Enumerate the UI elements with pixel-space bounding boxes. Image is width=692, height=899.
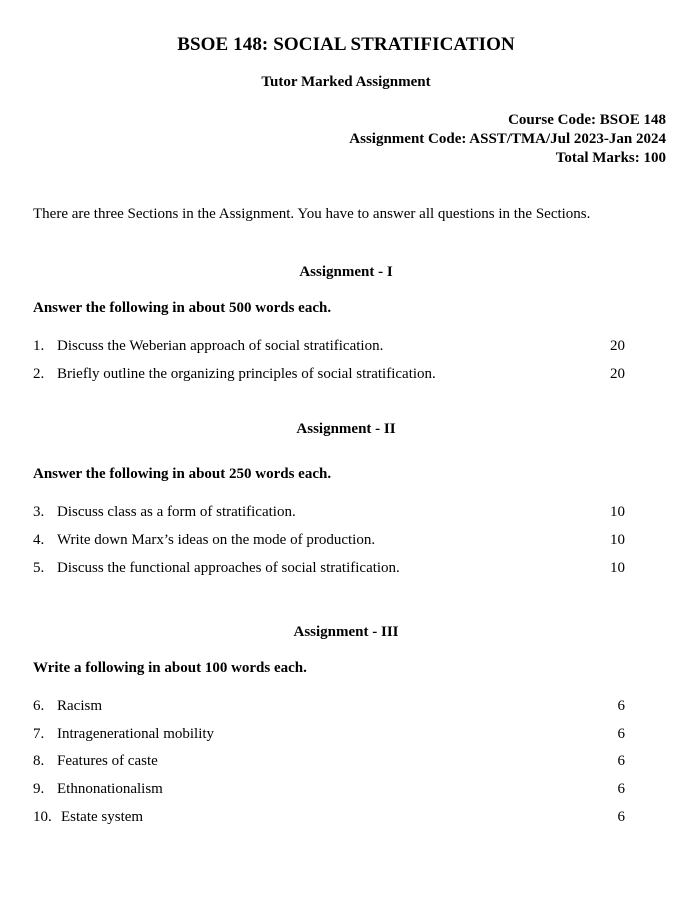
question-row [33,698,633,718]
question-row [33,809,633,829]
total-marks: Total Marks: 100 [555,150,666,166]
question-marks: 10 [610,532,625,548]
question-marks: 10 [610,504,625,520]
page-subtitle: Tutor Marked Assignment [261,74,431,90]
section-instruction: Answer the following in about 500 words each. [33,300,332,316]
question-number: 5. [33,560,45,576]
question-row [33,726,633,746]
intro-text: There are three Sections in the Assignment. You have to answer all questions in the Sections. [33,206,591,222]
section-instruction: Answer the following in about 250 words each. [33,466,332,482]
question-number: 9. [33,781,45,797]
section-heading: Assignment - I [299,264,393,280]
question-number: 8. [33,753,45,769]
question-marks: 6 [617,781,625,797]
section-heading: Assignment - III [293,624,399,640]
question-row [33,338,633,358]
question-number: 10. [33,809,52,825]
course-code: Course Code: BSOE 148 [508,112,666,128]
question-number: 6. [33,698,45,714]
question-number: 4. [33,532,45,548]
question-number: 1. [33,338,45,354]
assignment-code: Assignment Code: ASST/TMA/Jul 2023-Jan 2024 [349,131,666,147]
question-marks: 10 [610,560,625,576]
assignment-meta [349,111,666,168]
question-number: 3. [33,504,45,520]
question-row [33,753,633,773]
question-text: Discuss class as a form of stratification. [57,504,296,520]
question-row [33,504,633,524]
question-text: Ethnonationalism [57,781,163,797]
question-marks: 20 [610,338,625,354]
question-text: Write down Marx’s ideas on the mode of production. [57,532,376,548]
question-marks: 6 [617,698,625,714]
section-instruction: Write a following in about 100 words each. [33,660,307,676]
question-text: Discuss the functional approaches of social stratification. [57,560,400,576]
question-row [33,532,633,552]
question-text: Racism [57,698,102,714]
question-marks: 6 [617,753,625,769]
question-row [33,366,633,386]
question-row [33,781,633,801]
question-text: Features of caste [57,753,158,769]
question-text: Intragenerational mobility [57,726,215,742]
question-text: Discuss the Weberian approach of social stratification. [57,338,384,354]
question-text: Briefly outline the organizing principles of social stratification. [57,366,436,382]
question-text: Estate system [61,809,144,825]
question-row [33,560,633,580]
question-number: 2. [33,366,45,382]
page-title: BSOE 148: SOCIAL STRATIFICATION [177,34,515,55]
question-marks: 20 [610,366,625,382]
question-marks: 6 [617,809,625,825]
question-number: 7. [33,726,45,742]
question-marks: 6 [617,726,625,742]
section-heading: Assignment - II [296,421,396,437]
